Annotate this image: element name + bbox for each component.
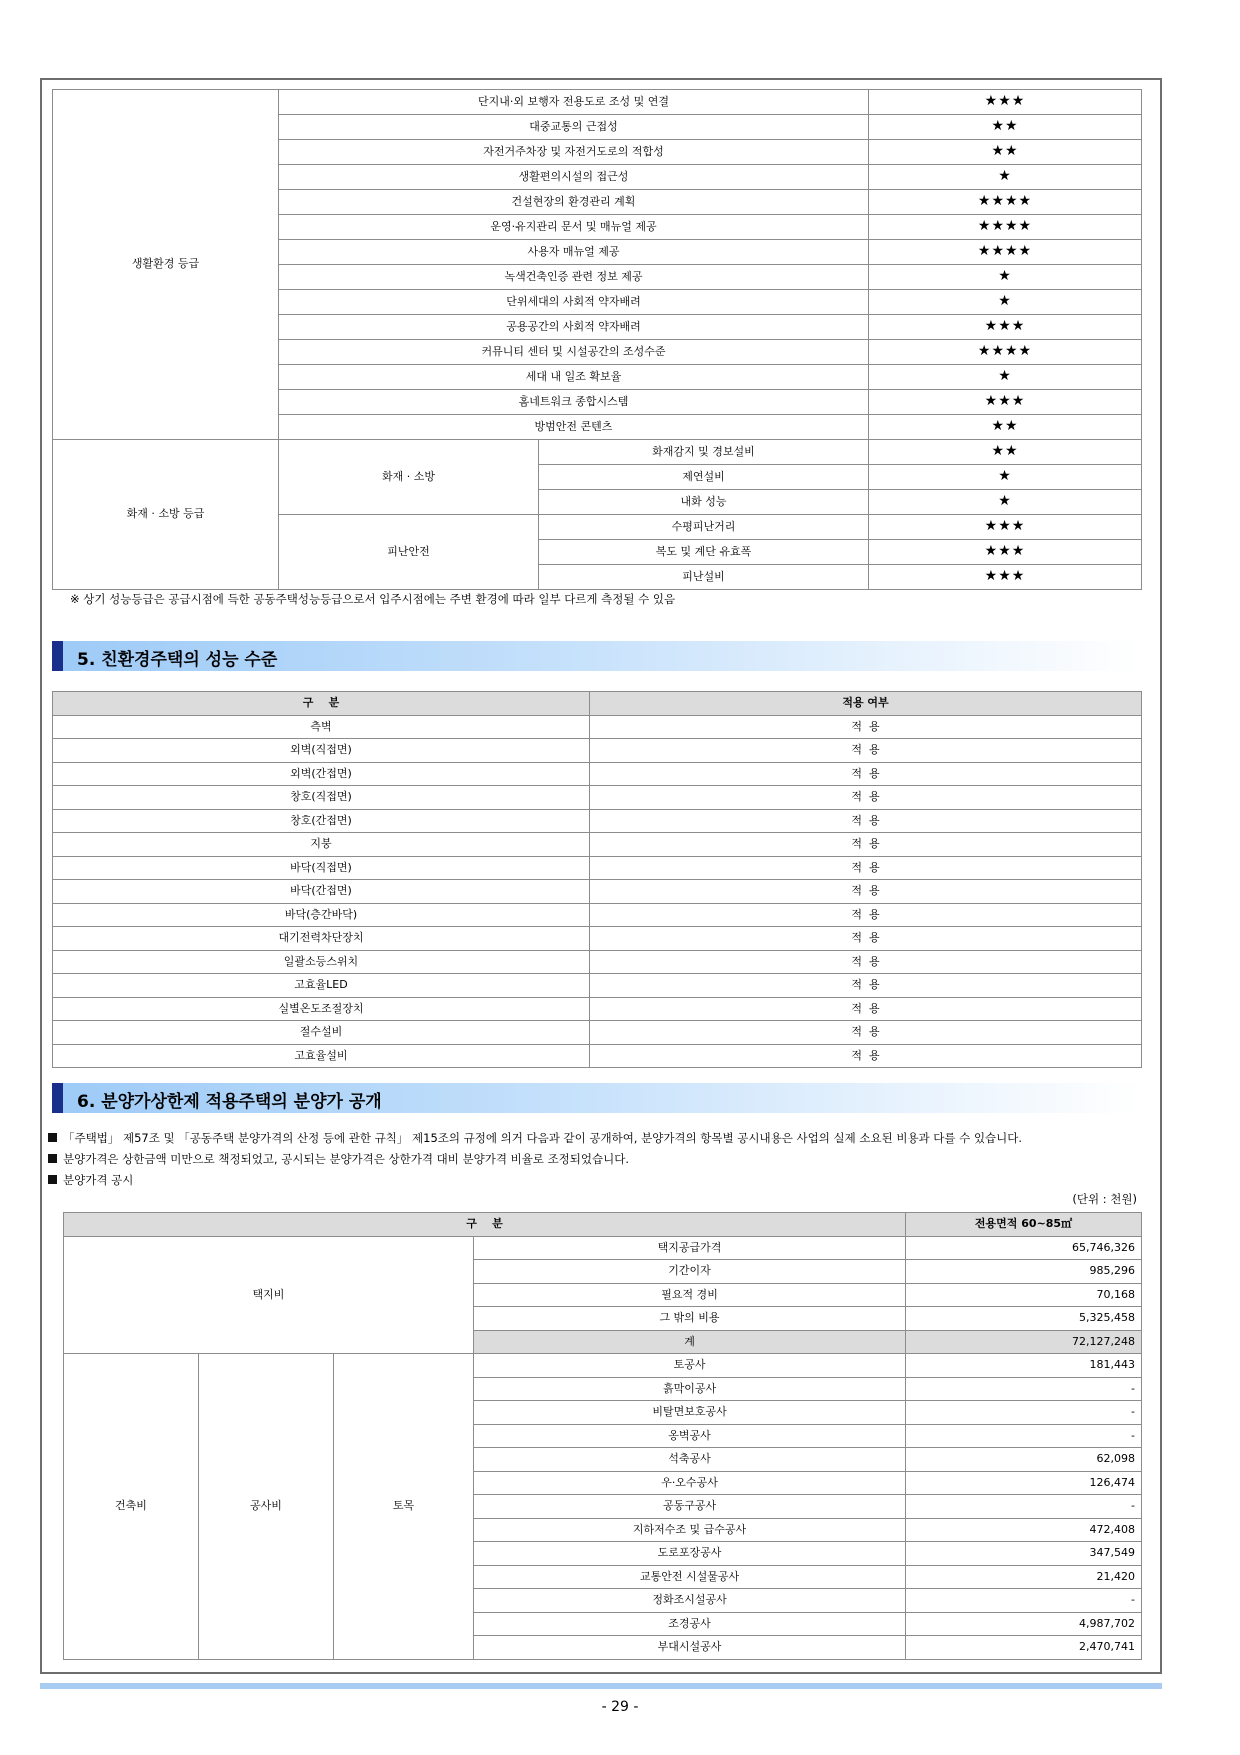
grade-stars: ★★★ (869, 90, 1142, 115)
eco-item-name: 고효율LED (53, 974, 590, 998)
eco-item-name: 지붕 (53, 833, 590, 857)
cost-item-name: 흙막이공사 (474, 1377, 906, 1401)
fire-group-name: 화재 · 소방 (279, 440, 539, 515)
grade-item-label: 복도 및 계단 유효폭 (539, 540, 869, 565)
eco-item-name: 바닥(층간바닥) (53, 903, 590, 927)
eco-item-status: 적 용 (590, 974, 1142, 998)
cost-item-name: 부대시설공사 (474, 1636, 906, 1660)
table-row (64, 1354, 1142, 1378)
bullet-square-icon (48, 1133, 57, 1142)
grade-item-label: 단위세대의 사회적 약자배려 (279, 290, 869, 315)
grade-item-label: 화재감지 및 경보설비 (539, 440, 869, 465)
table-header-row (64, 1213, 1142, 1237)
page-number: - 29 - (601, 1699, 639, 1715)
eco-item-name: 측벽 (53, 715, 590, 739)
eco-item-name: 바닥(간접면) (53, 880, 590, 904)
table-row (53, 974, 1142, 998)
grade-stars: ★★★★ (869, 215, 1142, 240)
cost-item-value: 5,325,458 (906, 1307, 1142, 1331)
cost-item-name: 조경공사 (474, 1612, 906, 1636)
cost-item-name: 우·오수공사 (474, 1471, 906, 1495)
cost-item-value: - (906, 1424, 1142, 1448)
eco-item-status: 적 용 (590, 739, 1142, 763)
cost-item-value: 985,296 (906, 1260, 1142, 1284)
eco-item-status: 적 용 (590, 950, 1142, 974)
eco-item-status: 적 용 (590, 856, 1142, 880)
living-grade-category: 생활환경 등급 (53, 90, 279, 440)
fire-grade-category: 화재 · 소방 등급 (53, 440, 279, 590)
table-row (53, 762, 1142, 786)
grade-item-label: 사용자 매뉴얼 제공 (279, 240, 869, 265)
grade-note: ※ 상기 성능등급은 공급시점에 득한 공동주택성능등급으로서 입주시점에는 주변 환경에 따라 일부 다르게 측정될 수 있음 (70, 592, 676, 606)
eco-item-name: 외벽(직접면) (53, 739, 590, 763)
cost-item-value: 62,098 (906, 1448, 1142, 1472)
grade-stars: ★★ (869, 115, 1142, 140)
grade-stars: ★ (869, 165, 1142, 190)
grade-stars: ★★★ (869, 315, 1142, 340)
table-row (53, 997, 1142, 1021)
table-row (53, 833, 1142, 857)
table-row (53, 880, 1142, 904)
table-row (53, 440, 1142, 465)
cost-item-value: 70,168 (906, 1283, 1142, 1307)
cost-item-value: 65,746,326 (906, 1236, 1142, 1260)
sale-price-table (63, 1212, 1142, 1660)
eco-item-name: 일괄소등스위치 (53, 950, 590, 974)
table-row (53, 950, 1142, 974)
grade-item-label: 제연설비 (539, 465, 869, 490)
cost-item-name: 토공사 (474, 1354, 906, 1378)
cost-item-name: 비탈면보호공사 (474, 1401, 906, 1425)
grade-item-label: 운영·유지관리 문서 및 매뉴얼 제공 (279, 215, 869, 240)
eco-item-status: 적 용 (590, 1021, 1142, 1045)
grade-stars: ★ (869, 265, 1142, 290)
grade-stars: ★ (869, 365, 1142, 390)
eco-item-status: 적 용 (590, 903, 1142, 927)
land-total-label: 계 (474, 1330, 906, 1354)
cost-item-name: 도로포장공사 (474, 1542, 906, 1566)
grade-item-label: 녹색건축인증 관련 정보 제공 (279, 265, 869, 290)
cost-item-name: 기간이자 (474, 1260, 906, 1284)
grade-item-label: 세대 내 일조 확보율 (279, 365, 869, 390)
cost-item-value: 2,470,741 (906, 1636, 1142, 1660)
eco-item-status: 적 용 (590, 1044, 1142, 1068)
cost-item-value: 126,474 (906, 1471, 1142, 1495)
cost-item-value: 181,443 (906, 1354, 1142, 1378)
grade-stars: ★ (869, 490, 1142, 515)
grade-item-label: 홈네트워크 종합시스템 (279, 390, 869, 415)
table-row (53, 1021, 1142, 1045)
table-row (53, 903, 1142, 927)
grade-stars: ★★★ (869, 565, 1142, 590)
cost-item-value: 21,420 (906, 1565, 1142, 1589)
eco-item-name: 절수설비 (53, 1021, 590, 1045)
table-row (53, 856, 1142, 880)
eco-item-status: 적 용 (590, 880, 1142, 904)
cost-item-name: 그 밖의 비용 (474, 1307, 906, 1331)
footer-rule (40, 1683, 1162, 1689)
price-section-title: 6. 분양가상한제 적용주택의 분양가 공개 (77, 1092, 382, 1112)
bullet-text: 「주택법」 제57조 및 「공동주택 분양가격의 산정 등에 관한 규칙」 제15조의 규정에 의거 다음과 같이 공개하여, 분양가격의 항목별 공시내용은 사업의 실제 소요된 비용과 다를 수 있습니다. (63, 1131, 1023, 1145)
grade-item-label: 수평피난거리 (539, 515, 869, 540)
eco-item-name: 대기전력차단장치 (53, 927, 590, 951)
grade-item-label: 생활편의시설의 접근성 (279, 165, 869, 190)
eco-performance-table (52, 691, 1142, 1068)
eco-item-name: 고효율설비 (53, 1044, 590, 1068)
bullet-square-icon (48, 1154, 57, 1163)
cost-item-value: - (906, 1589, 1142, 1613)
grade-stars: ★★★ (869, 390, 1142, 415)
cost-item-name: 지하저수조 및 급수공사 (474, 1518, 906, 1542)
cost-item-value: 4,987,702 (906, 1612, 1142, 1636)
col-header-category: 구 분 (64, 1213, 906, 1237)
price-bullet (48, 1151, 629, 1167)
bullet-square-icon (48, 1175, 57, 1184)
civil-works-label: 토목 (334, 1354, 474, 1660)
table-row (53, 1044, 1142, 1068)
eco-item-status: 적 용 (590, 809, 1142, 833)
table-header-row (53, 692, 1142, 716)
cost-item-value: 347,549 (906, 1542, 1142, 1566)
eco-item-status: 적 용 (590, 927, 1142, 951)
eco-item-status: 적 용 (590, 786, 1142, 810)
eco-item-status: 적 용 (590, 997, 1142, 1021)
bullet-text: 분양가격은 상한금액 미만으로 책정되었고, 공시되는 분양가격은 상한가격 대비 분양가격 비율로 조정되었습니다. (63, 1152, 629, 1166)
grade-item-label: 내화 성능 (539, 490, 869, 515)
evacuation-group-name: 피난안전 (279, 515, 539, 590)
grade-stars: ★★★★ (869, 240, 1142, 265)
eco-item-name: 창호(간접면) (53, 809, 590, 833)
grade-stars: ★★★★ (869, 340, 1142, 365)
eco-section-title: 5. 친환경주택의 성능 수준 (77, 650, 278, 670)
eco-item-status: 적 용 (590, 833, 1142, 857)
grade-item-label: 방범안전 콘텐츠 (279, 415, 869, 440)
table-row (53, 90, 1142, 115)
table-row (64, 1236, 1142, 1260)
grade-stars: ★★ (869, 415, 1142, 440)
col-header-area: 전용면적 60~85㎡ (906, 1213, 1142, 1237)
table-row (53, 927, 1142, 951)
price-bullet (48, 1172, 133, 1188)
price-section-heading (52, 1083, 1141, 1113)
cost-item-name: 교통안전 시설물공사 (474, 1565, 906, 1589)
eco-item-name: 바닥(직접면) (53, 856, 590, 880)
cost-item-name: 옹벽공사 (474, 1424, 906, 1448)
eco-item-name: 외벽(간접면) (53, 762, 590, 786)
grade-item-label: 공용공간의 사회적 약자배려 (279, 315, 869, 340)
land-cost-label: 택지비 (64, 1236, 474, 1354)
grade-item-label: 단지내·외 보행자 전용도로 조성 및 연결 (279, 90, 869, 115)
grade-item-label: 대중교통의 근접성 (279, 115, 869, 140)
eco-item-status: 적 용 (590, 762, 1142, 786)
building-cost-label: 건축비 (64, 1354, 199, 1660)
eco-section-heading (52, 641, 1141, 671)
col-header-applied: 적용 여부 (590, 692, 1142, 716)
table-row (53, 715, 1142, 739)
bullet-text: 분양가격 공시 (63, 1173, 134, 1187)
cost-item-name: 택지공급가격 (474, 1236, 906, 1260)
col-header-category: 구 분 (53, 692, 590, 716)
land-total-value: 72,127,248 (906, 1330, 1142, 1354)
cost-item-value: - (906, 1401, 1142, 1425)
grade-stars: ★★ (869, 140, 1142, 165)
table-row (53, 809, 1142, 833)
cost-item-name: 정화조시설공사 (474, 1589, 906, 1613)
grade-stars: ★★★★ (869, 190, 1142, 215)
cost-item-name: 석축공사 (474, 1448, 906, 1472)
eco-item-name: 실별온도조절장치 (53, 997, 590, 1021)
price-bullet (48, 1130, 1022, 1146)
performance-grades-table (52, 89, 1142, 590)
grade-stars: ★ (869, 465, 1142, 490)
grade-item-label: 피난설비 (539, 565, 869, 590)
cost-item-value: - (906, 1495, 1142, 1519)
table-row (53, 786, 1142, 810)
construction-cost-label: 공사비 (199, 1354, 334, 1660)
cost-item-value: - (906, 1377, 1142, 1401)
unit-label: (단위 : 천원) (1072, 1192, 1137, 1206)
grade-stars: ★★★ (869, 515, 1142, 540)
grade-item-label: 건설현장의 환경관리 계획 (279, 190, 869, 215)
cost-item-value: 472,408 (906, 1518, 1142, 1542)
cost-item-name: 필요적 경비 (474, 1283, 906, 1307)
grade-stars: ★★★ (869, 540, 1142, 565)
eco-item-status: 적 용 (590, 715, 1142, 739)
grade-item-label: 자전거주차장 및 자전거도로의 적합성 (279, 140, 869, 165)
grade-item-label: 커뮤니티 센터 및 시설공간의 조성수준 (279, 340, 869, 365)
grade-stars: ★ (869, 290, 1142, 315)
cost-item-name: 공동구공사 (474, 1495, 906, 1519)
grade-stars: ★★ (869, 440, 1142, 465)
eco-item-name: 창호(직접면) (53, 786, 590, 810)
table-row (53, 739, 1142, 763)
